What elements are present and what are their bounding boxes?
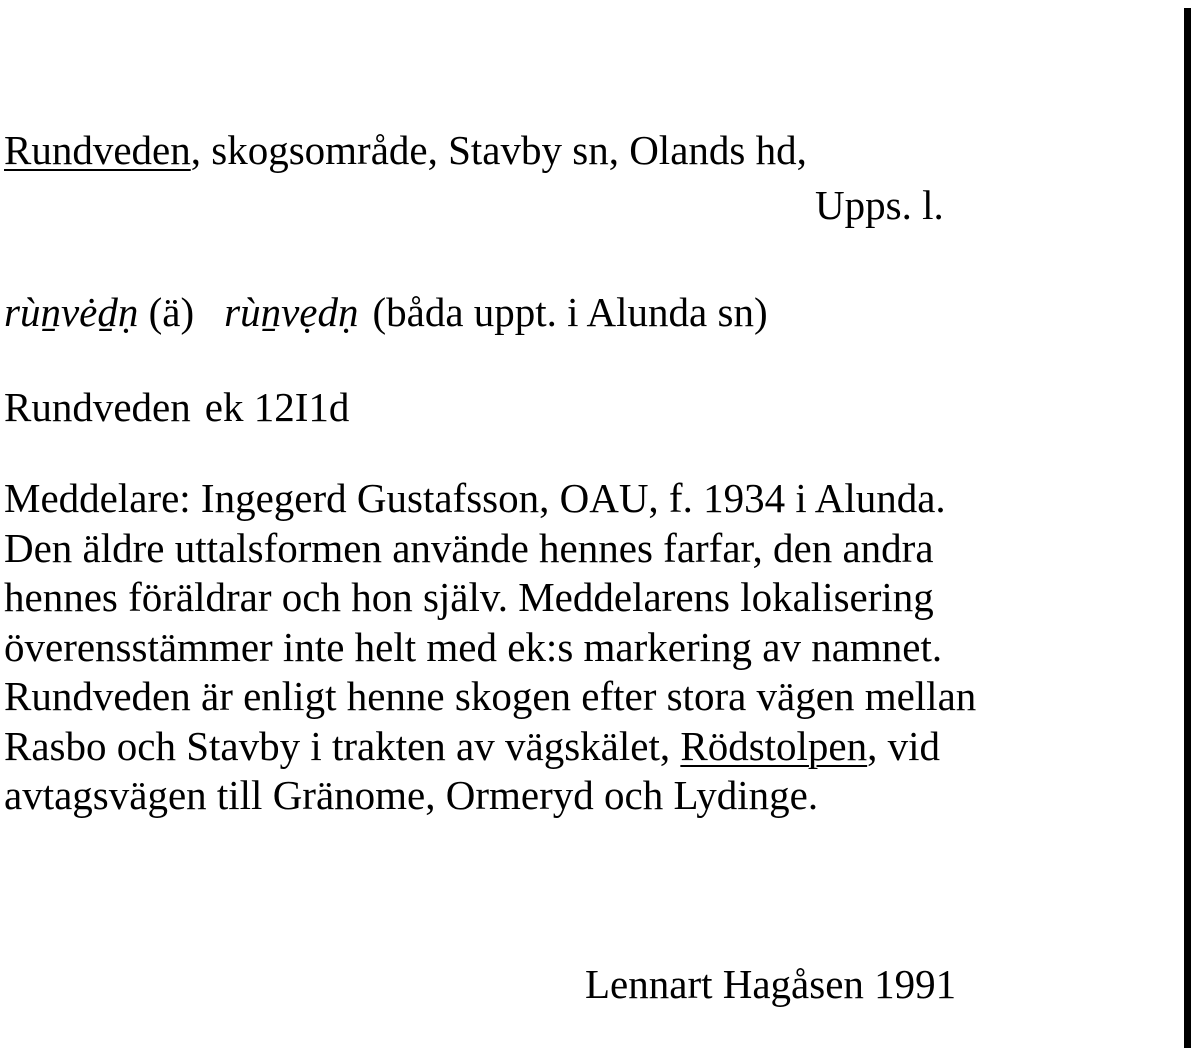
paragraph-line-2: Den äldre uttalsformen använde hennes farfar, den andra (4, 524, 934, 571)
pronunciation-new: rùṉvẹdṇ (224, 289, 359, 335)
heading-line (4, 127, 807, 173)
paragraph-line-1: Meddelare: Ingegerd Gustafsson, OAU, f. 1934 i Alunda. (4, 475, 946, 521)
paragraph-line-6-start: Rasbo och Stavby i trakten av vägskälet, (4, 722, 681, 769)
paragraph-line-6 (4, 722, 1164, 772)
informant-paragraph (4, 474, 1164, 821)
author-signature: Lennart Hagåsen 1991 (585, 961, 957, 1007)
paragraph-line-7: avtagsvägen till Gränome, Ormeryd och Lydinge. (4, 772, 819, 818)
place-name: Rundveden (4, 127, 191, 173)
map-reference (4, 384, 350, 430)
pronunciation-note: (båda uppt. i Alunda sn) (372, 289, 768, 335)
paragraph-line-3: hennes föräldrar och hon själv. Meddelarens lokalisering (4, 574, 934, 620)
pronunciation-line (4, 289, 768, 335)
cross-reference-rodstolpen: Rödstolpen (680, 722, 868, 769)
place-description: , skogsområde, Stavby sn, Olands hd, (190, 127, 807, 173)
region-abbreviation: Upps. l. (815, 182, 944, 228)
paragraph-line-5: Rundveden är enligt henne skogen efter stora vägen mellan (4, 673, 977, 719)
card-edge-rule (1184, 8, 1191, 1048)
paragraph-line-6-end: , vid (867, 722, 941, 769)
paragraph-line-4: överensstämmer inte helt med ek:s markering av namnet. (4, 623, 943, 670)
map-reference-name: Rundveden (4, 384, 191, 430)
pronunciation-old: rùṉvėḏṇ (4, 289, 139, 335)
map-reference-code: ek 12I1d (204, 384, 350, 430)
pronunciation-old-note: (ä) (148, 289, 195, 335)
